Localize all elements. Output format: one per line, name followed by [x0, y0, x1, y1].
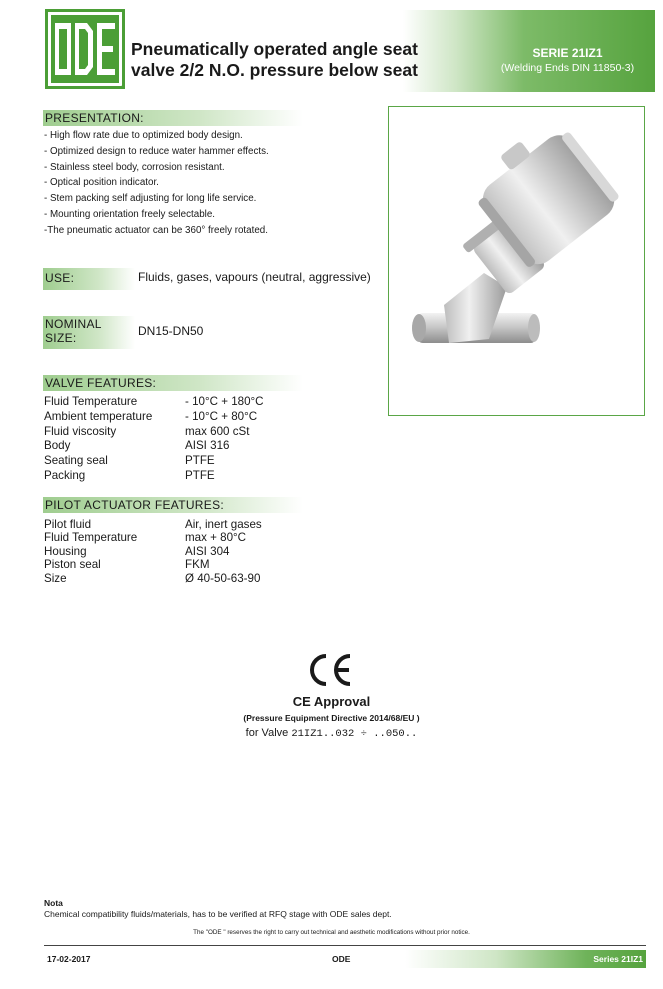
presentation-list [44, 128, 344, 239]
page-title [131, 39, 471, 81]
title-line-1: Pneumatically operated angle seat [131, 39, 418, 59]
serie-label: SERIE 21IZ1 [532, 46, 603, 60]
list-item: - High flow rate due to optimized body design. [44, 130, 243, 141]
pilot-features-heading: PILOT ACTUATOR FEATURES: [43, 497, 303, 513]
table-row: Fluid viscosity max 600 cSt [44, 424, 250, 438]
table-row: Size Ø 40-50-63-90 [44, 571, 261, 585]
nominal-size-label [43, 316, 135, 349]
valve-features-heading: VALVE FEATURES: [43, 375, 303, 391]
nominal-label-line-1: NOMINAL [45, 317, 102, 331]
ce-directive: (Pressure Equipment Directive 2014/68/EU ) [243, 713, 420, 723]
pilot-features-table [0, 518, 400, 585]
title-line-2: valve 2/2 N.O. pressure below seat [131, 60, 418, 80]
disclaimer: The "ODE " reserves the right to carry out technical and aesthetic modifications without prior notice. [193, 929, 470, 936]
nominal-size-value: DN15-DN50 [138, 324, 204, 338]
ode-logo [43, 7, 127, 91]
footer-series: Series 21IZ1 [593, 954, 643, 964]
ce-approval-title: CE Approval [292, 694, 371, 709]
footer-divider [44, 945, 646, 946]
footer-date: 17-02-2017 [47, 954, 91, 964]
nota-title: Nota [44, 898, 63, 908]
svg-text:®: ® [121, 85, 125, 91]
table-row: Seating seal PTFE [44, 454, 215, 468]
ce-valve-prefix: for Valve [245, 727, 292, 739]
ce-valve-range [0, 727, 663, 740]
table-row: Ambient temperature - 10°C + 80°C [44, 409, 258, 423]
use-label: USE: [43, 268, 135, 290]
ode-logo-graphic [43, 7, 127, 91]
list-item: - Stainless steel body, corrosion resistant. [44, 161, 225, 173]
list-item: - Stem packing self adjusting for long life service. [44, 193, 257, 205]
ce-valve-codes: 21IZ1..032 ÷ ..050.. [291, 728, 418, 740]
nominal-label-line-2: SIZE: [45, 331, 77, 345]
valve-illustration [389, 107, 644, 415]
list-item: - Mounting orientation freely selectable. [44, 208, 215, 220]
list-item: - Optical position indicator. [44, 177, 159, 189]
table-row: Pilot fluid Air, inert gases [44, 518, 262, 531]
table-row: Piston seal FKM [44, 558, 210, 572]
product-image [388, 106, 645, 416]
presentation-heading: PRESENTATION: [43, 110, 303, 126]
list-item: - Optimized design to reduce water hammer effects. [44, 145, 269, 157]
table-row: Fluid Temperature - 10°C + 180°C [44, 395, 264, 408]
nota-text: Chemical compatibility fluids/materials, has to be verified at RFQ stage with ODE sales dept. [44, 909, 392, 919]
table-row: Housing AISI 304 [44, 544, 230, 558]
valve-features-table [0, 395, 400, 484]
ce-mark [300, 652, 360, 688]
use-value: Fluids, gases, vapours (neutral, aggressive) [138, 270, 371, 284]
footer-company: ODE [332, 954, 351, 964]
list-item: -The pneumatic actuator can be 360° freely rotated. [44, 224, 268, 236]
ce-mark-graphic [300, 652, 360, 688]
serie-subtitle: (Welding Ends DIN 11850-3) [500, 62, 635, 74]
table-row: Body AISI 316 [44, 439, 230, 453]
table-row: Packing PTFE [44, 468, 215, 482]
table-row: Fluid Temperature max + 80°C [44, 531, 247, 545]
